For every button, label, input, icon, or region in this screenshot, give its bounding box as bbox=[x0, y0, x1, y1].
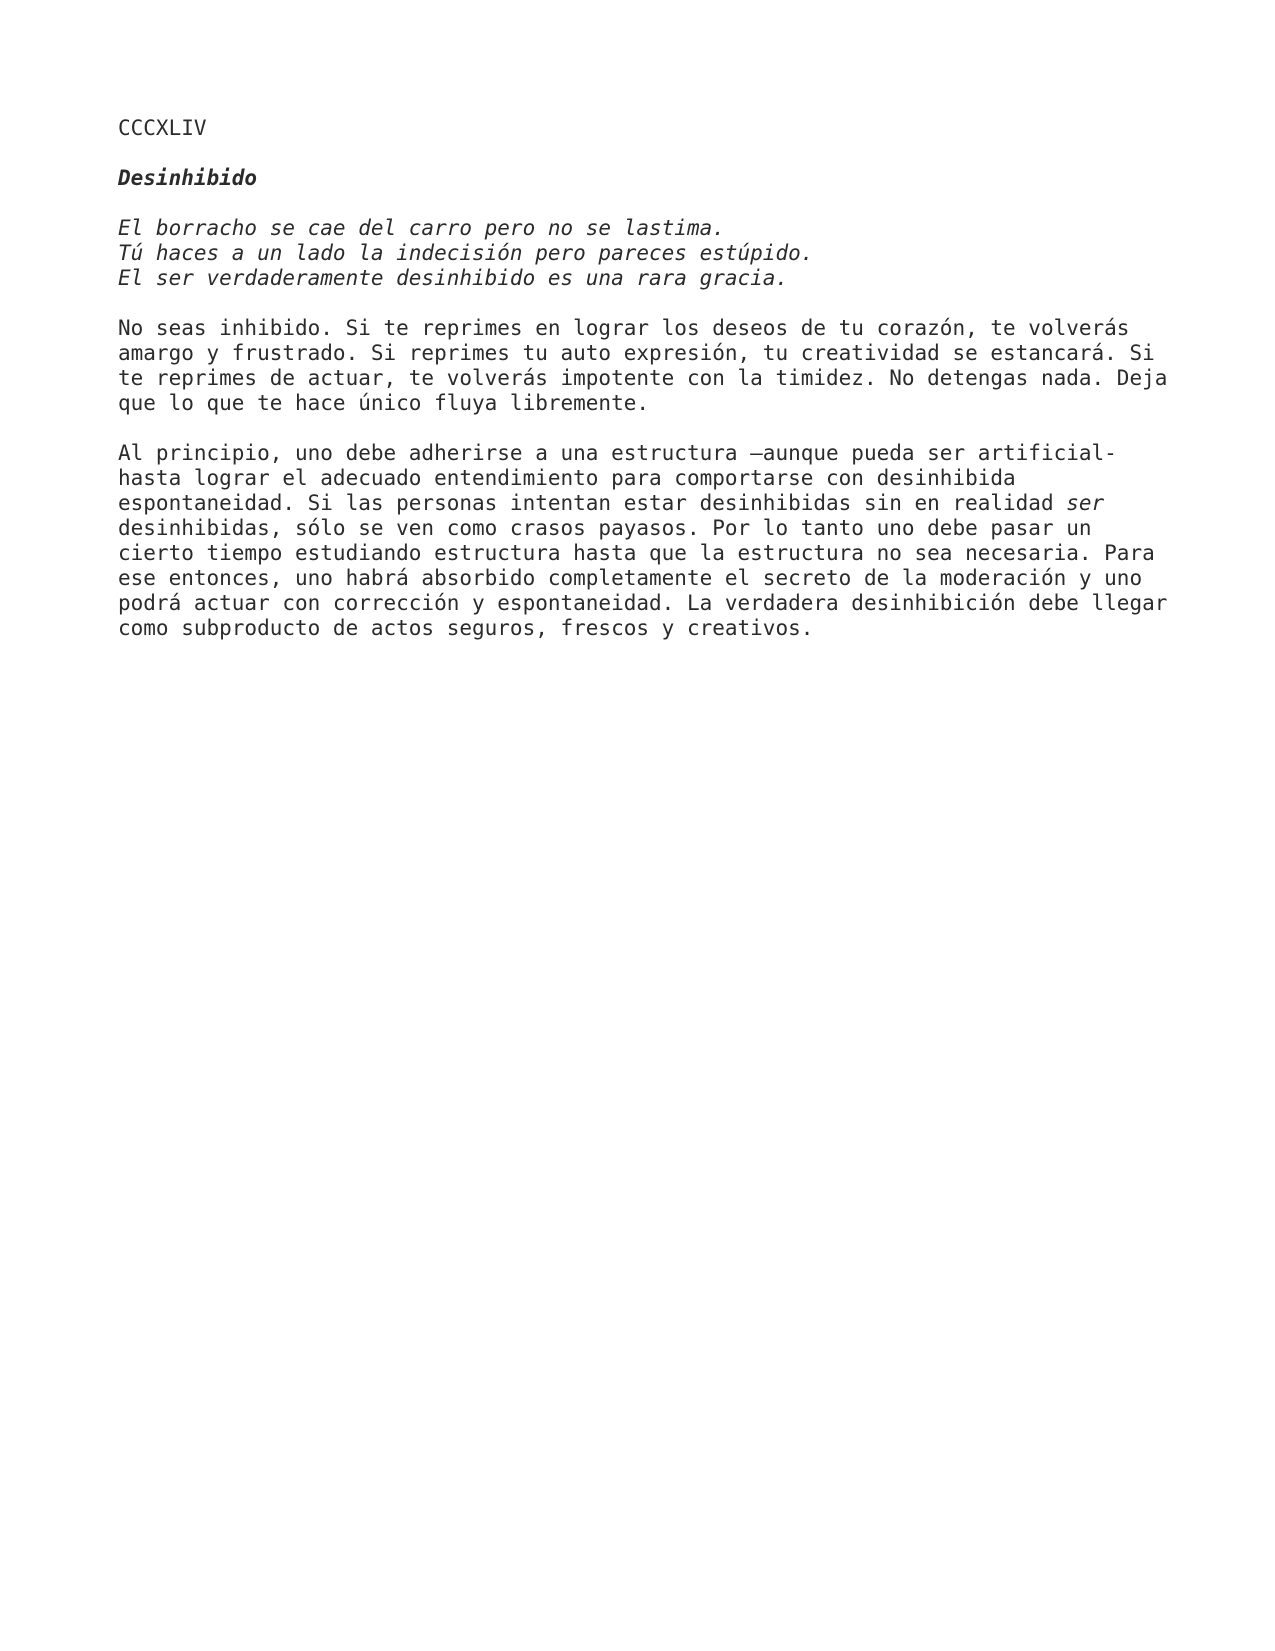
paragraph-line: cierto tiempo estudiando estructura hasta que la estructura no sea necesaria. Para bbox=[118, 541, 1155, 565]
verse-line: El borracho se cae del carro pero no se lastima. bbox=[118, 216, 725, 240]
spacer bbox=[118, 191, 1178, 216]
chapter-title: Desinhibido bbox=[118, 166, 258, 190]
spacer bbox=[118, 416, 1178, 441]
document-page bbox=[118, 116, 1178, 641]
paragraph-line: desinhibidas, sólo se ven como crasos payasos. Por lo tanto uno debe pasar un bbox=[118, 516, 1092, 540]
paragraph-1 bbox=[118, 316, 1178, 416]
verse bbox=[118, 216, 1178, 291]
paragraph-line: podrá actuar con corrección y espontaneidad. La verdadera desinhibición debe llegar bbox=[118, 591, 1168, 615]
spacer bbox=[118, 291, 1178, 316]
paragraph-line: como subproducto de actos seguros, frescos y creativos. bbox=[118, 616, 814, 640]
paragraph-line: ese entonces, uno habrá absorbido completamente el secreto de la moderación y uno bbox=[118, 566, 1143, 590]
paragraph-line: No seas inhibido. Si te reprimes en lograr los deseos de tu corazón, te volverás bbox=[118, 316, 1130, 340]
verse-line: El ser verdaderamente desinhibido es una rara gracia. bbox=[118, 266, 789, 290]
paragraph-line bbox=[118, 491, 1178, 516]
paragraph-text: espontaneidad. Si las personas intentan estar desinhibidas sin en realidad bbox=[118, 491, 1067, 515]
paragraph-line: que lo que te hace único fluya libremente. bbox=[118, 391, 650, 415]
emphasis-text: ser bbox=[1066, 491, 1105, 515]
chapter-numeral: CCCXLIV bbox=[118, 116, 207, 140]
paragraph-line: amargo y frustrado. Si reprimes tu auto expresión, tu creatividad se estancará. Si bbox=[118, 341, 1155, 365]
paragraph-line: Al principio, uno debe adherirse a una estructura –aunque pueda ser artificial- bbox=[118, 441, 1117, 465]
paragraph-line: te reprimes de actuar, te volverás impotente con la timidez. No detengas nada. Deja bbox=[118, 366, 1168, 390]
paragraph-line: hasta lograr el adecuado entendimiento para comportarse con desinhibida bbox=[118, 466, 1016, 490]
paragraph-2 bbox=[118, 441, 1178, 641]
verse-line: Tú haces a un lado la indecisión pero pareces estúpido. bbox=[118, 241, 814, 265]
spacer bbox=[118, 141, 1178, 166]
